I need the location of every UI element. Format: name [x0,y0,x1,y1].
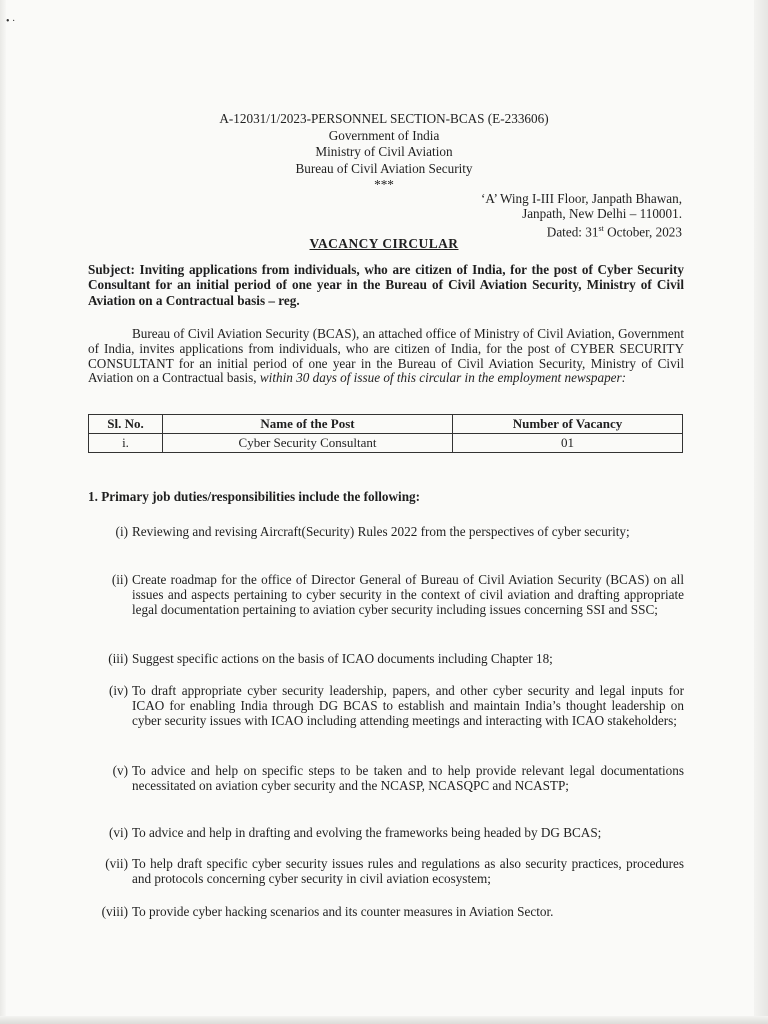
circular-title: VACANCY CIRCULAR [309,236,459,251]
vacancy-table [88,414,683,453]
address-line-2: Janpath, New Delhi – 110001. [522,206,682,222]
table-cell-post: Cyber Security Consultant [163,434,453,453]
section-heading: 1. Primary job duties/responsibilities include the following: [88,489,421,504]
table-header-post: Name of the Post [163,415,453,434]
ministry-name: Ministry of Civil Aviation [315,144,453,159]
duty-item-1 [88,525,684,540]
subject-paragraph: Subject: Inviting applications from individuals, who are citizen of India, for the post of Cyber Security Consultant for an initial period of one year in the Bureau of Civil Aviation Security, Ministry of Civil Aviation on a Contractual basis – reg. [88,262,684,308]
duty-text: To advice and help in drafting and evolving the frameworks being headed by DG BCAS; [132,825,602,840]
duty-number: (vii) [105,856,128,871]
duty-item-6 [88,826,684,841]
duty-number: (viii) [101,904,128,919]
address-line-1: ‘A’ Wing I-III Floor, Janpath Bhawan, [481,191,682,206]
duty-item-8 [88,905,684,920]
intro-text: Bureau of Civil Aviation Security (BCAS), an attached office of Ministry of Civil Aviation, Government of India, invites applications from individuals, who are citizen of India, for the post of CYBER SECURITY CONSULTANT for an initial period of one year in the Bureau of Civil Aviation Security, Ministry of Civil Aviation on a Contractual basis, [88,326,684,386]
date-suffix: October, 2023 [603,224,682,240]
duty-text: Create roadmap for the office of Director General of Bureau of Civil Aviation Security (BCAS) on all issues and aspects pertaining to cyber security in the context of civil aviation and drafting appropriate legal documentation pertaining to aviation cyber security including issues concerning SSI and SSC; [132,572,684,617]
date-superscript: st [598,224,604,234]
duty-item-5 [88,764,684,794]
stars-separator: *** [374,177,394,192]
duty-text: To help draft specific cyber security issues rules and regulations as also security practices, procedures and protocols concerning cyber security in civil aviation ecosystem; [132,856,684,886]
duty-text: To provide cyber hacking scenarios and its counter measures in Aviation Sector. [132,904,554,919]
duty-item-7 [88,857,684,887]
duty-text: To advice and help on specific steps to be taken and to help provide relevant legal documentations necessitated on aviation cyber security and the NCASP, NCASQPC and NCASTP; [132,763,684,793]
duty-text: Reviewing and revising Aircraft(Security) Rules 2022 from the perspectives of cyber security; [132,524,630,539]
intro-paragraph [88,327,684,386]
duty-number: (vi) [108,825,128,840]
date-prefix: Dated: 31 [546,224,599,240]
scan-corner-mark: • · [6,16,16,27]
page-edge-bottom [0,1016,768,1024]
table-header-row [89,415,683,434]
duty-number: (v) [112,763,128,778]
government-name: Government of India [328,127,440,143]
duty-item-4 [88,684,684,728]
table-cell-vacancy: 01 [453,434,683,453]
table-cell-sl-no: i. [89,434,163,453]
office-address [481,191,682,240]
duty-item-3 [88,652,684,667]
intro-italic-text: within 30 days of issue of this circular in the employment newspaper: [259,370,627,386]
duty-text: Suggest specific actions on the basis of ICAO documents including Chapter 18; [132,651,553,666]
duty-number: (iv) [108,683,128,698]
table-row [89,434,683,453]
duty-item-2 [88,573,684,617]
table-header-sl-no: Sl. No. [89,415,163,434]
table-header-vacancy: Number of Vacancy [453,415,683,434]
duty-number: (iii) [108,651,128,666]
duty-number: (i) [115,524,128,539]
bureau-name: Bureau of Civil Aviation Security [295,160,473,176]
duty-text: To draft appropriate cyber security leadership, papers, and other cyber security and legal inputs for ICAO for enabling India through DG BCAS to establish and maintain India’s thought leadership on cyber security issues with ICAO including attending meetings and interacting with ICAO stakeholders; [132,683,684,728]
letterhead [0,111,768,194]
file-reference: A-12031/1/2023-PERSONNEL SECTION-BCAS (E-233606) [219,111,549,126]
duty-number: (ii) [111,572,128,587]
